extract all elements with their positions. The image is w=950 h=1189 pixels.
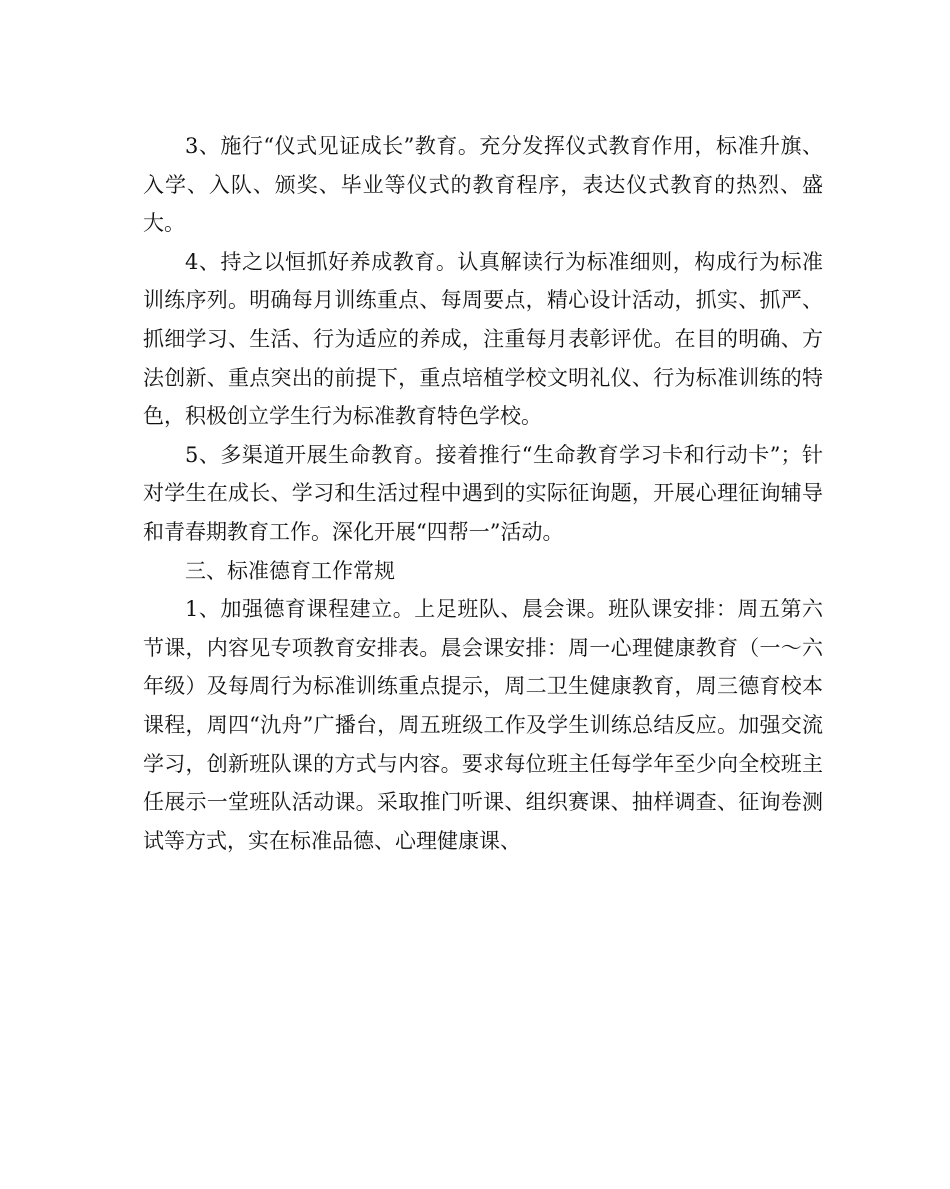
paragraph-life-education: 5、多渠道开展生命教育。接着推行“生命教育学习卡和行动卡”；针对学生在成长、学习和生活过程中遇到的实际征询题，开展心理征询辅导和青春期教育工作。深化开展“四帮一”活动。 bbox=[143, 442, 823, 544]
paragraph-moral-curriculum: 1、加强德育课程建立。上足班队、晨会课。班队课安排：周五第六节课，内容见专项教育安排表。晨会课安排：周一心理健康教育（一～六年级）及每周行为标准训练重点提示，周二卫生健康教育，周三德育校本课程，周四“氿舟”广播台，周五班级工作及学生训练总结反应。加强交流学习，创新班队课的方式与内容。要求每位班主任每学年至少向全校班主任展示一堂班队活动课。采取推门听课、组织赛课、抽样调查、征询卷测试等方式，实在标准品德、心理健康课、 bbox=[143, 597, 823, 853]
section-heading-moral-routine: 三、标准德育工作常规 bbox=[185, 558, 395, 583]
paragraph-ceremony-education: 3、施行“仪式见证成长”教育。充分发挥仪式教育作用，标准升旗、入学、入队、颁奖、毕业等仪式的教育程序，表达仪式教育的热烈、盛大。 bbox=[143, 134, 823, 236]
paragraph-habit-education: 4、持之以恒抓好养成教育。认真解读行为标准细则，构成行为标准训练序列。明确每月训练重点、每周要点，精心设计活动，抓实、抓严、抓细学习、生活、行为适应的养成，注重每月表彰评优。在目的明确、方法创新、重点突出的前提下，重点培植学校文明礼仪、行为标准训练的特色，积极创立学生行为标准教育特色学校。 bbox=[143, 249, 823, 429]
document-body bbox=[143, 127, 823, 860]
